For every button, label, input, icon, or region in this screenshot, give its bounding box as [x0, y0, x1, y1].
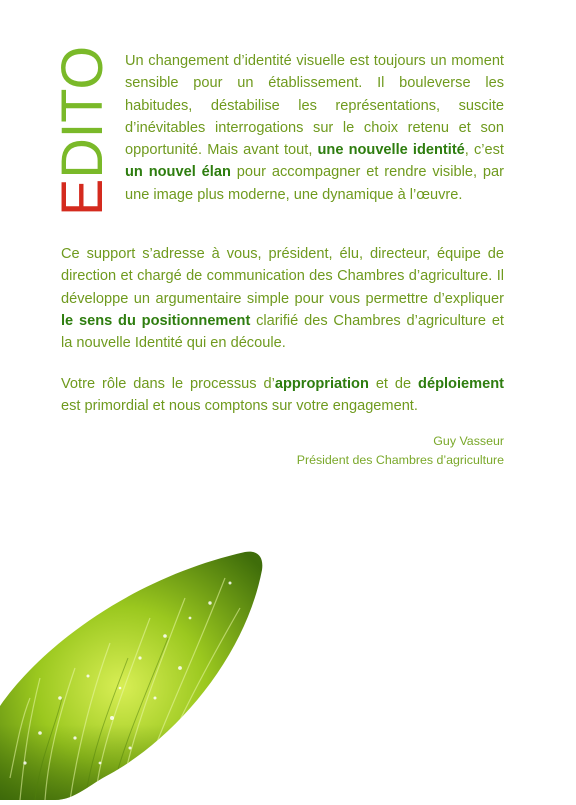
emphasis-positioning: le sens du positionnement — [61, 312, 251, 329]
edito-heading — [50, 41, 115, 216]
support-paragraph — [61, 243, 504, 354]
emphasis-appropriation: appropriation — [274, 376, 369, 392]
grass-leaf-image — [0, 548, 270, 800]
signature — [297, 432, 504, 470]
svg-text:EDITO — [50, 41, 115, 216]
text-run: et de — [368, 376, 419, 392]
emphasis-deployment: déploiement — [418, 376, 504, 392]
emphasis-new-momentum: un nouvel élan — [125, 164, 231, 181]
text-run: Votre rôle dans le processus d’ — [61, 376, 275, 392]
emphasis-new-identity: une nouvelle identité — [317, 142, 465, 159]
text-run: Un changement d’identité visuelle est toujours un moment sensible pour un établissement. Il bouleverse les habitudes, déstabilise les représentations, suscite d’inévitables interrogations sur le choix retenu et son opportunité. Mais avant tout, — [125, 53, 504, 159]
signature-name: Guy Vasseur — [433, 434, 504, 448]
intro-paragraph — [125, 50, 504, 206]
role-paragraph — [61, 373, 504, 418]
text-run: pour accompagner et rendre visible, par une image plus moderne, une dynamique à l’œuvre. — [125, 164, 504, 203]
text-run: , c’est — [464, 142, 504, 159]
signature-title: Président des Chambres d’agriculture — [296, 453, 504, 467]
text-run: est primordial et nous comptons sur votre engagement. — [61, 398, 418, 415]
edito-first-letter: E — [50, 177, 115, 216]
text-run: Ce support s’adresse à vous, président, élu, directeur, équipe de direction et chargé de communication des Chambres d’agriculture. Il développe un argumentaire simple pour vous permettre d’expliquer — [61, 246, 504, 307]
text-run: clarifié des Chambres d’agriculture et la nouvelle Identité qui en découle. — [61, 312, 504, 352]
edito-rest: DITO — [50, 41, 115, 179]
